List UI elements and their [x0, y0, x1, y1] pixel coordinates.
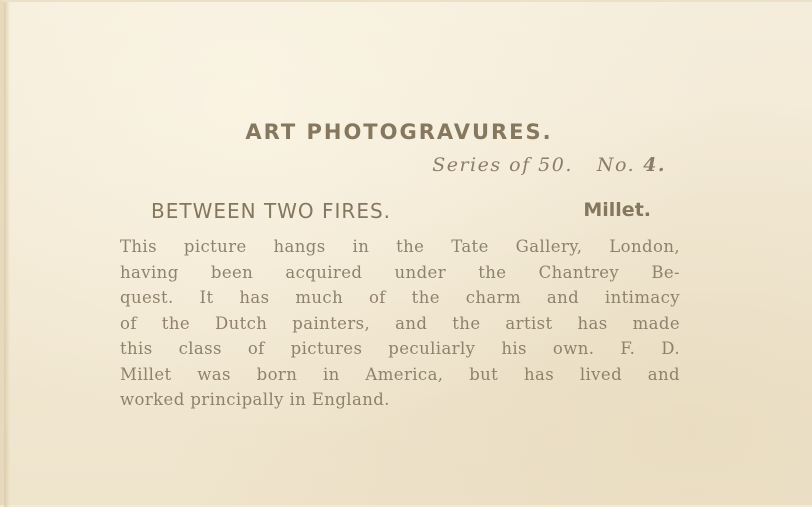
series-line — [432, 154, 666, 176]
description-line: of the Dutch painters, and the artist has made — [120, 313, 680, 333]
card-heading: ART PHOTOGRAVURES. — [245, 120, 553, 144]
description-line: Millet was born in America, but has lived and — [120, 364, 680, 384]
artist-name: Millet. — [583, 199, 651, 221]
series-label: Series of 50. — [432, 154, 573, 176]
title-row — [151, 199, 651, 227]
series-number: 4. — [643, 154, 666, 176]
description — [120, 234, 680, 413]
description-line: having been acquired under the Chantrey Be- — [120, 262, 680, 282]
description-line: worked principally in England. — [120, 390, 390, 409]
card-edge — [4, 2, 10, 507]
series-number-label: No. — [596, 154, 636, 176]
description-line: This picture hangs in the Tate Gallery, London, — [120, 237, 680, 256]
artwork-title: BETWEEN TWO FIRES. — [151, 199, 392, 223]
description-line: quest. It has much of the charm and intimacy — [120, 288, 680, 307]
description-line: this class of pictures peculiarly his own. F. D. — [120, 339, 680, 358]
